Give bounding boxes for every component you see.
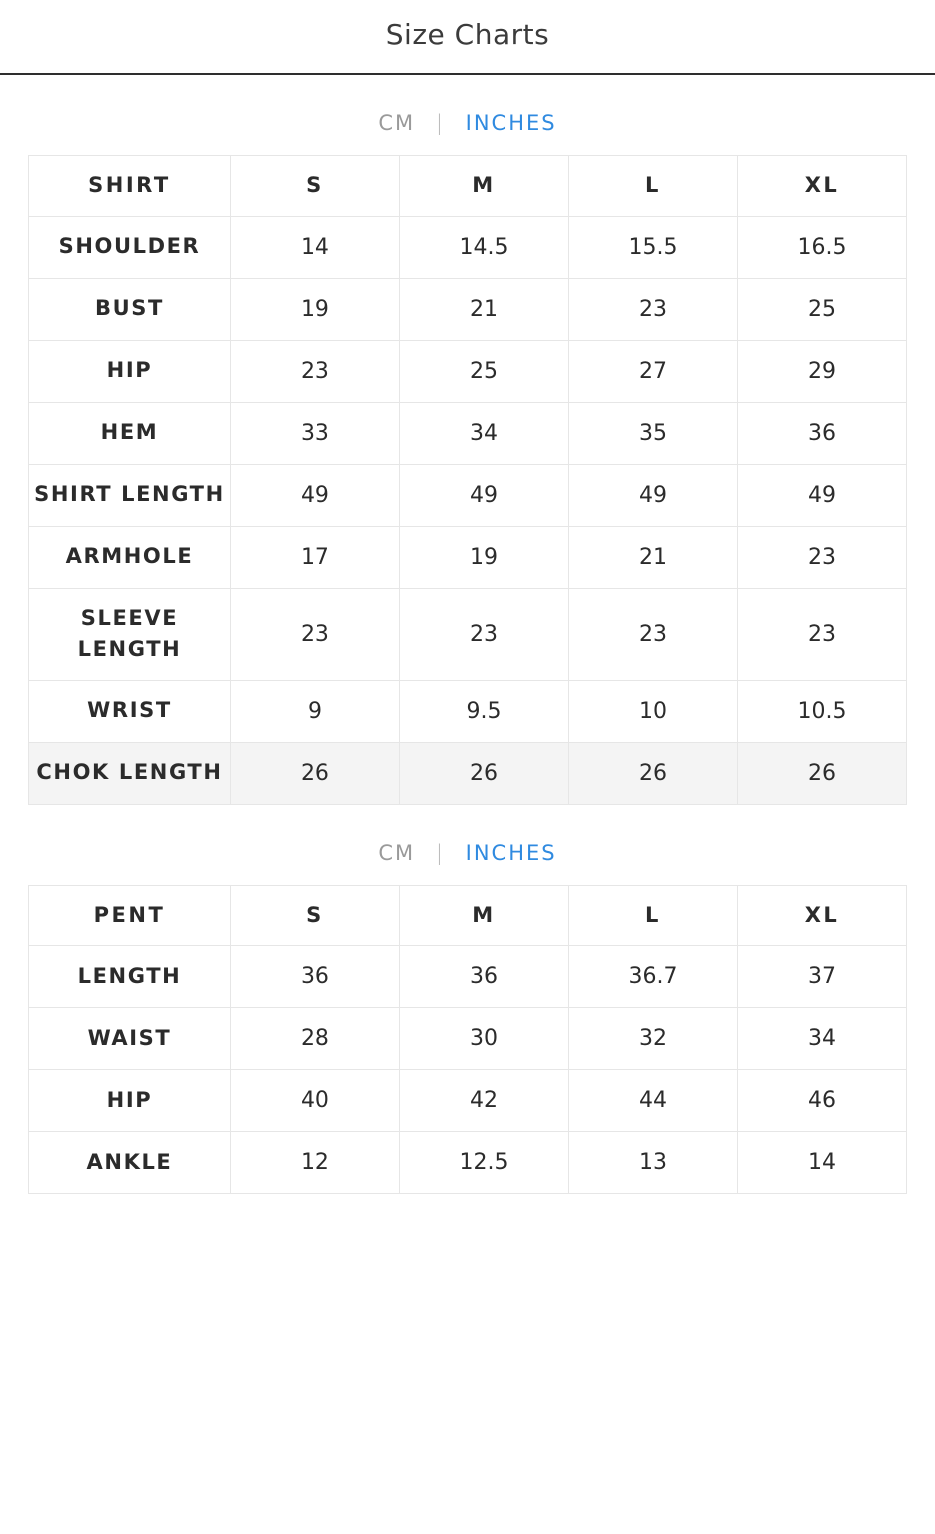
table-cell: 9: [230, 680, 399, 742]
table-row: [29, 526, 907, 588]
table-cell: 19: [399, 526, 568, 588]
row-label: HIP: [29, 340, 231, 402]
unit-cm-option[interactable]: CM: [378, 840, 416, 865]
column-header: L: [568, 885, 737, 946]
unit-inches-option[interactable]: INCHES: [465, 840, 557, 865]
pent-size-table: [28, 885, 907, 1195]
table-cell: 23: [568, 588, 737, 680]
table-cell: 14: [737, 1132, 906, 1194]
shirt-table-body: [29, 156, 907, 805]
table-cell: 28: [230, 1008, 399, 1070]
table-cell: 49: [737, 464, 906, 526]
table-cell: 29: [737, 340, 906, 402]
table-cell: 10.5: [737, 680, 906, 742]
table-cell: 49: [568, 464, 737, 526]
table-cell: 27: [568, 340, 737, 402]
table-cell: 12.5: [399, 1132, 568, 1194]
table-cell: 25: [737, 278, 906, 340]
pent-table-body: [29, 885, 907, 1194]
table-row: [29, 340, 907, 402]
table-cell: 16.5: [737, 216, 906, 278]
table-cell: 35: [568, 402, 737, 464]
table-row: [29, 680, 907, 742]
table-cell: 42: [399, 1070, 568, 1132]
table-row: [29, 278, 907, 340]
row-label: SHIRT LENGTH: [29, 464, 231, 526]
table-cell: 23: [737, 588, 906, 680]
table-cell: 13: [568, 1132, 737, 1194]
table-header-row: [29, 156, 907, 217]
shirt-table-wrap: [0, 155, 935, 805]
table-cell: 30: [399, 1008, 568, 1070]
row-label: SLEEVE LENGTH: [29, 588, 231, 680]
table-cell: 23: [230, 588, 399, 680]
row-label: WRIST: [29, 680, 231, 742]
table-cell: 23: [737, 526, 906, 588]
table-cell: 33: [230, 402, 399, 464]
table-cell: 23: [568, 278, 737, 340]
row-label: LENGTH: [29, 946, 231, 1008]
table-row: [29, 216, 907, 278]
table-cell: 36: [399, 946, 568, 1008]
table-cell: 46: [737, 1070, 906, 1132]
table-row: [29, 464, 907, 526]
table-row: [29, 1008, 907, 1070]
table-cell: 26: [399, 742, 568, 804]
table-cell: 19: [230, 278, 399, 340]
table-cell: 44: [568, 1070, 737, 1132]
row-label: ARMHOLE: [29, 526, 231, 588]
table-cell: 14: [230, 216, 399, 278]
column-header: L: [568, 156, 737, 217]
column-header: SHIRT: [29, 156, 231, 217]
table-cell: 26: [230, 742, 399, 804]
table-row: [29, 742, 907, 804]
column-header: M: [399, 885, 568, 946]
table-cell: 10: [568, 680, 737, 742]
table-cell: 15.5: [568, 216, 737, 278]
table-cell: 34: [737, 1008, 906, 1070]
table-cell: 21: [399, 278, 568, 340]
column-header: M: [399, 156, 568, 217]
table-cell: 23: [399, 588, 568, 680]
row-label: CHOK LENGTH: [29, 742, 231, 804]
bottom-spacer: [0, 1194, 935, 1234]
column-header: PENT: [29, 885, 231, 946]
unit-separator: |: [435, 111, 445, 135]
table-cell: 25: [399, 340, 568, 402]
page-title: Size Charts: [385, 18, 550, 51]
unit-toggle-shirt[interactable]: [0, 75, 935, 155]
table-cell: 9.5: [399, 680, 568, 742]
unit-toggle-pent[interactable]: [0, 805, 935, 885]
row-label: HIP: [29, 1070, 231, 1132]
unit-cm-option[interactable]: CM: [378, 111, 416, 135]
table-cell: 23: [230, 340, 399, 402]
shirt-size-table: [28, 155, 907, 805]
table-cell: 36.7: [568, 946, 737, 1008]
table-cell: 36: [230, 946, 399, 1008]
table-cell: 26: [737, 742, 906, 804]
table-header-row: [29, 885, 907, 946]
table-cell: 34: [399, 402, 568, 464]
pent-table-wrap: [0, 885, 935, 1195]
row-label: BUST: [29, 278, 231, 340]
table-cell: 12: [230, 1132, 399, 1194]
row-label: SHOULDER: [29, 216, 231, 278]
column-header: XL: [737, 885, 906, 946]
table-row: [29, 1132, 907, 1194]
table-cell: 14.5: [399, 216, 568, 278]
table-row: [29, 588, 907, 680]
row-label: HEM: [29, 402, 231, 464]
table-row: [29, 402, 907, 464]
table-cell: 49: [399, 464, 568, 526]
unit-separator: |: [435, 840, 445, 865]
table-cell: 32: [568, 1008, 737, 1070]
table-cell: 17: [230, 526, 399, 588]
table-cell: 21: [568, 526, 737, 588]
table-row: [29, 946, 907, 1008]
column-header: S: [230, 885, 399, 946]
row-label: ANKLE: [29, 1132, 231, 1194]
unit-inches-option[interactable]: INCHES: [465, 111, 557, 135]
table-cell: 37: [737, 946, 906, 1008]
table-row: [29, 1070, 907, 1132]
row-label: WAIST: [29, 1008, 231, 1070]
table-cell: 26: [568, 742, 737, 804]
column-header: S: [230, 156, 399, 217]
table-cell: 40: [230, 1070, 399, 1132]
table-cell: 49: [230, 464, 399, 526]
table-cell: 36: [737, 402, 906, 464]
column-header: XL: [737, 156, 906, 217]
